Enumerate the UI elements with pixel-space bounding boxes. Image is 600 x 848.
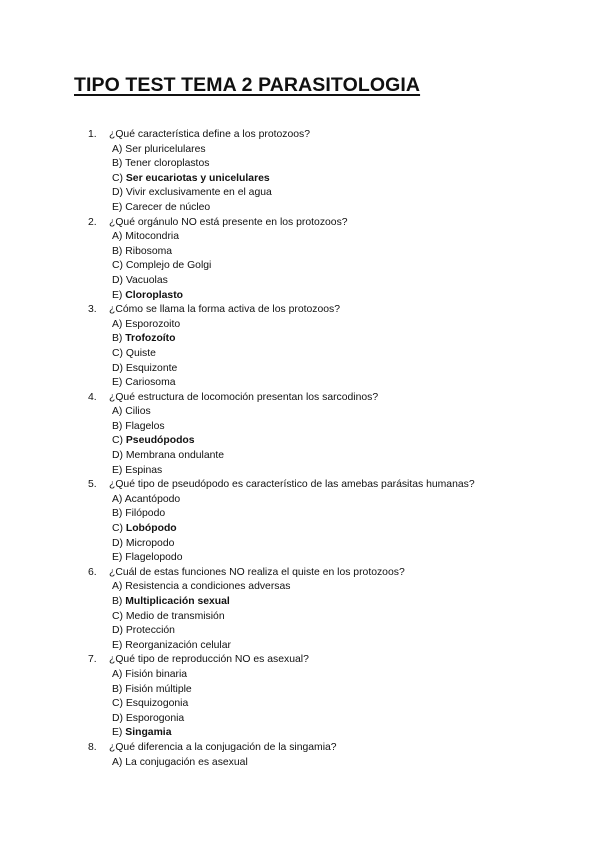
option-text: La conjugación es asexual [125,756,248,768]
correct-option [0,332,600,347]
correct-option [0,595,600,610]
option-letter: D) [112,274,123,286]
option-text: Flagelopodo [125,552,183,564]
answer-option [0,186,600,201]
option-text: Cilios [125,406,151,418]
answer-option [0,157,600,172]
question-list [0,128,600,770]
option-letter: D) [112,537,123,549]
option-text: Trofozoíto [125,333,176,345]
question-text: ¿Cómo se llama la forma activa de los protozoos? [109,304,341,316]
option-text: Protección [125,625,175,637]
question-number: 5. [88,479,97,491]
option-letter: E) [112,289,123,301]
option-letter: B) [112,596,123,607]
question-item [0,216,600,304]
option-letter: C) [112,435,123,447]
question-text: ¿Qué tipo de pseudópodo es característico de las amebas parásitas humanas? [109,479,475,491]
question-row [0,741,600,756]
option-text: Fisión múltiple [125,683,192,695]
question-number: 8. [88,741,97,753]
option-letter: D) [112,712,123,724]
option-letter: E) [112,377,123,389]
question-text: ¿Qué orgánulo NO está presente en los protozoos? [109,216,348,228]
option-letter: E) [112,639,123,651]
option-text: Carecer de núcleo [125,201,211,213]
correct-option [0,522,600,537]
option-text: Ribosoma [125,245,173,257]
answer-option [0,580,600,595]
option-text: Lobópodo [125,523,177,535]
answer-option [0,376,600,391]
option-text: Tener cloroplastos [125,158,210,170]
option-text: Cariosoma [125,377,176,389]
answer-option [0,405,600,420]
option-letter: C) [112,347,123,359]
option-text: Singamia [125,727,172,739]
option-list [0,405,600,478]
option-text: Vacuolas [125,274,168,286]
correct-option [0,172,600,187]
question-number: 4. [88,391,97,403]
answer-option [0,756,600,771]
question-item [0,566,600,654]
option-text: Acantópodo [124,493,181,505]
option-text: Pseudópodos [125,435,195,447]
option-letter: D) [112,450,123,462]
option-text: Cloroplasto [125,289,184,301]
correct-option [0,289,600,304]
answer-option [0,683,600,698]
option-list [0,668,600,741]
question-item [0,741,600,770]
option-letter: E) [112,464,123,476]
answer-option [0,551,600,566]
question-number: 1. [88,129,97,140]
option-letter: B) [112,245,123,257]
option-list [0,580,600,653]
question-number: 2. [88,216,97,228]
question-row [0,216,600,231]
question-text: ¿Qué tipo de reproducción NO es asexual? [109,654,309,666]
option-list [0,493,600,566]
answer-option [0,493,600,508]
option-letter: C) [112,260,123,272]
correct-option [0,434,600,449]
option-text: Complejo de Golgi [125,260,212,272]
option-text: Medio de transmisión [125,610,225,622]
question-text: ¿Qué diferencia a la conjugación de la singamia? [109,741,337,753]
answer-option [0,712,600,727]
option-letter: A) [112,668,123,680]
question-text: ¿Qué característica define a los protozoos? [109,129,310,140]
answer-option [0,362,600,377]
option-text: Espinas [125,464,163,476]
option-list [0,143,600,216]
question-row [0,566,600,581]
document-title: TIPO TEST TEMA 2 PARASITOLOGIA [74,74,421,96]
option-list [0,230,600,303]
option-letter: B) [112,508,123,520]
answer-option [0,259,600,274]
question-text: ¿Qué estructura de locomoción presentan los sarcodinos? [109,391,379,403]
answer-option [0,318,600,333]
option-letter: B) [112,158,123,170]
question-number: 3. [88,304,97,316]
option-letter: D) [112,187,123,199]
answer-option [0,624,600,639]
option-text: Fisión binaria [125,668,188,680]
option-letter: E) [112,552,123,564]
answer-option [0,230,600,245]
answer-option [0,420,600,435]
option-letter: A) [112,231,123,243]
answer-option [0,449,600,464]
option-letter: C) [112,523,123,535]
answer-option [0,464,600,479]
option-letter: C) [112,610,123,622]
option-letter: A) [112,318,123,330]
option-text: Reorganización celular [125,639,231,651]
option-text: Flagelos [125,420,165,432]
question-item [0,391,600,479]
answer-option [0,639,600,654]
option-text: Multiplicación sexual [125,596,230,607]
answer-option [0,245,600,260]
option-letter: A) [112,756,123,768]
option-letter: B) [112,420,123,432]
answer-option [0,537,600,552]
question-row [0,303,600,318]
answer-option [0,610,600,625]
option-text: Esporogonia [125,712,185,724]
question-row [0,478,600,493]
option-text: Esporozoito [125,318,181,330]
option-text: Micropodo [125,537,175,549]
option-letter: A) [112,493,123,505]
option-letter: B) [112,333,123,345]
option-letter: E) [112,727,123,739]
correct-option [0,726,600,741]
question-item [0,128,600,216]
question-item [0,478,600,566]
question-number: 7. [88,654,97,666]
question-row [0,653,600,668]
option-letter: B) [112,683,123,695]
option-text: Ser pluricelulares [125,143,206,155]
option-text: Mitocondria [125,231,179,243]
option-text: Ser eucariotas y unicelulares [125,172,270,184]
question-item [0,303,600,391]
option-text: Esquizonte [125,362,178,374]
question-item [0,653,600,741]
option-letter: D) [112,362,123,374]
option-text: Membrana ondulante [125,450,225,462]
question-text: ¿Cuál de estas funciones NO realiza el quiste en los protozoos? [109,566,405,578]
answer-option [0,274,600,289]
question-number: 6. [88,566,97,578]
option-letter: E) [112,201,123,213]
answer-option [0,507,600,522]
option-letter: A) [112,143,123,155]
option-letter: C) [112,698,123,710]
answer-option [0,347,600,362]
option-text: Esquizogonia [125,698,189,710]
question-row [0,128,600,143]
option-text: Resistencia a condiciones adversas [125,581,291,593]
answer-option [0,668,600,683]
option-list [0,756,600,771]
answer-option [0,697,600,712]
answer-option [0,201,600,216]
option-letter: A) [112,581,123,593]
option-letter: C) [112,172,123,184]
option-letter: D) [112,625,123,637]
option-text: Vivir exclusivamente en el agua [125,187,272,199]
question-row [0,391,600,406]
option-text: Quiste [125,347,156,359]
answer-option [0,143,600,158]
option-text: Filópodo [125,508,166,520]
option-letter: A) [112,406,123,418]
option-list [0,318,600,391]
